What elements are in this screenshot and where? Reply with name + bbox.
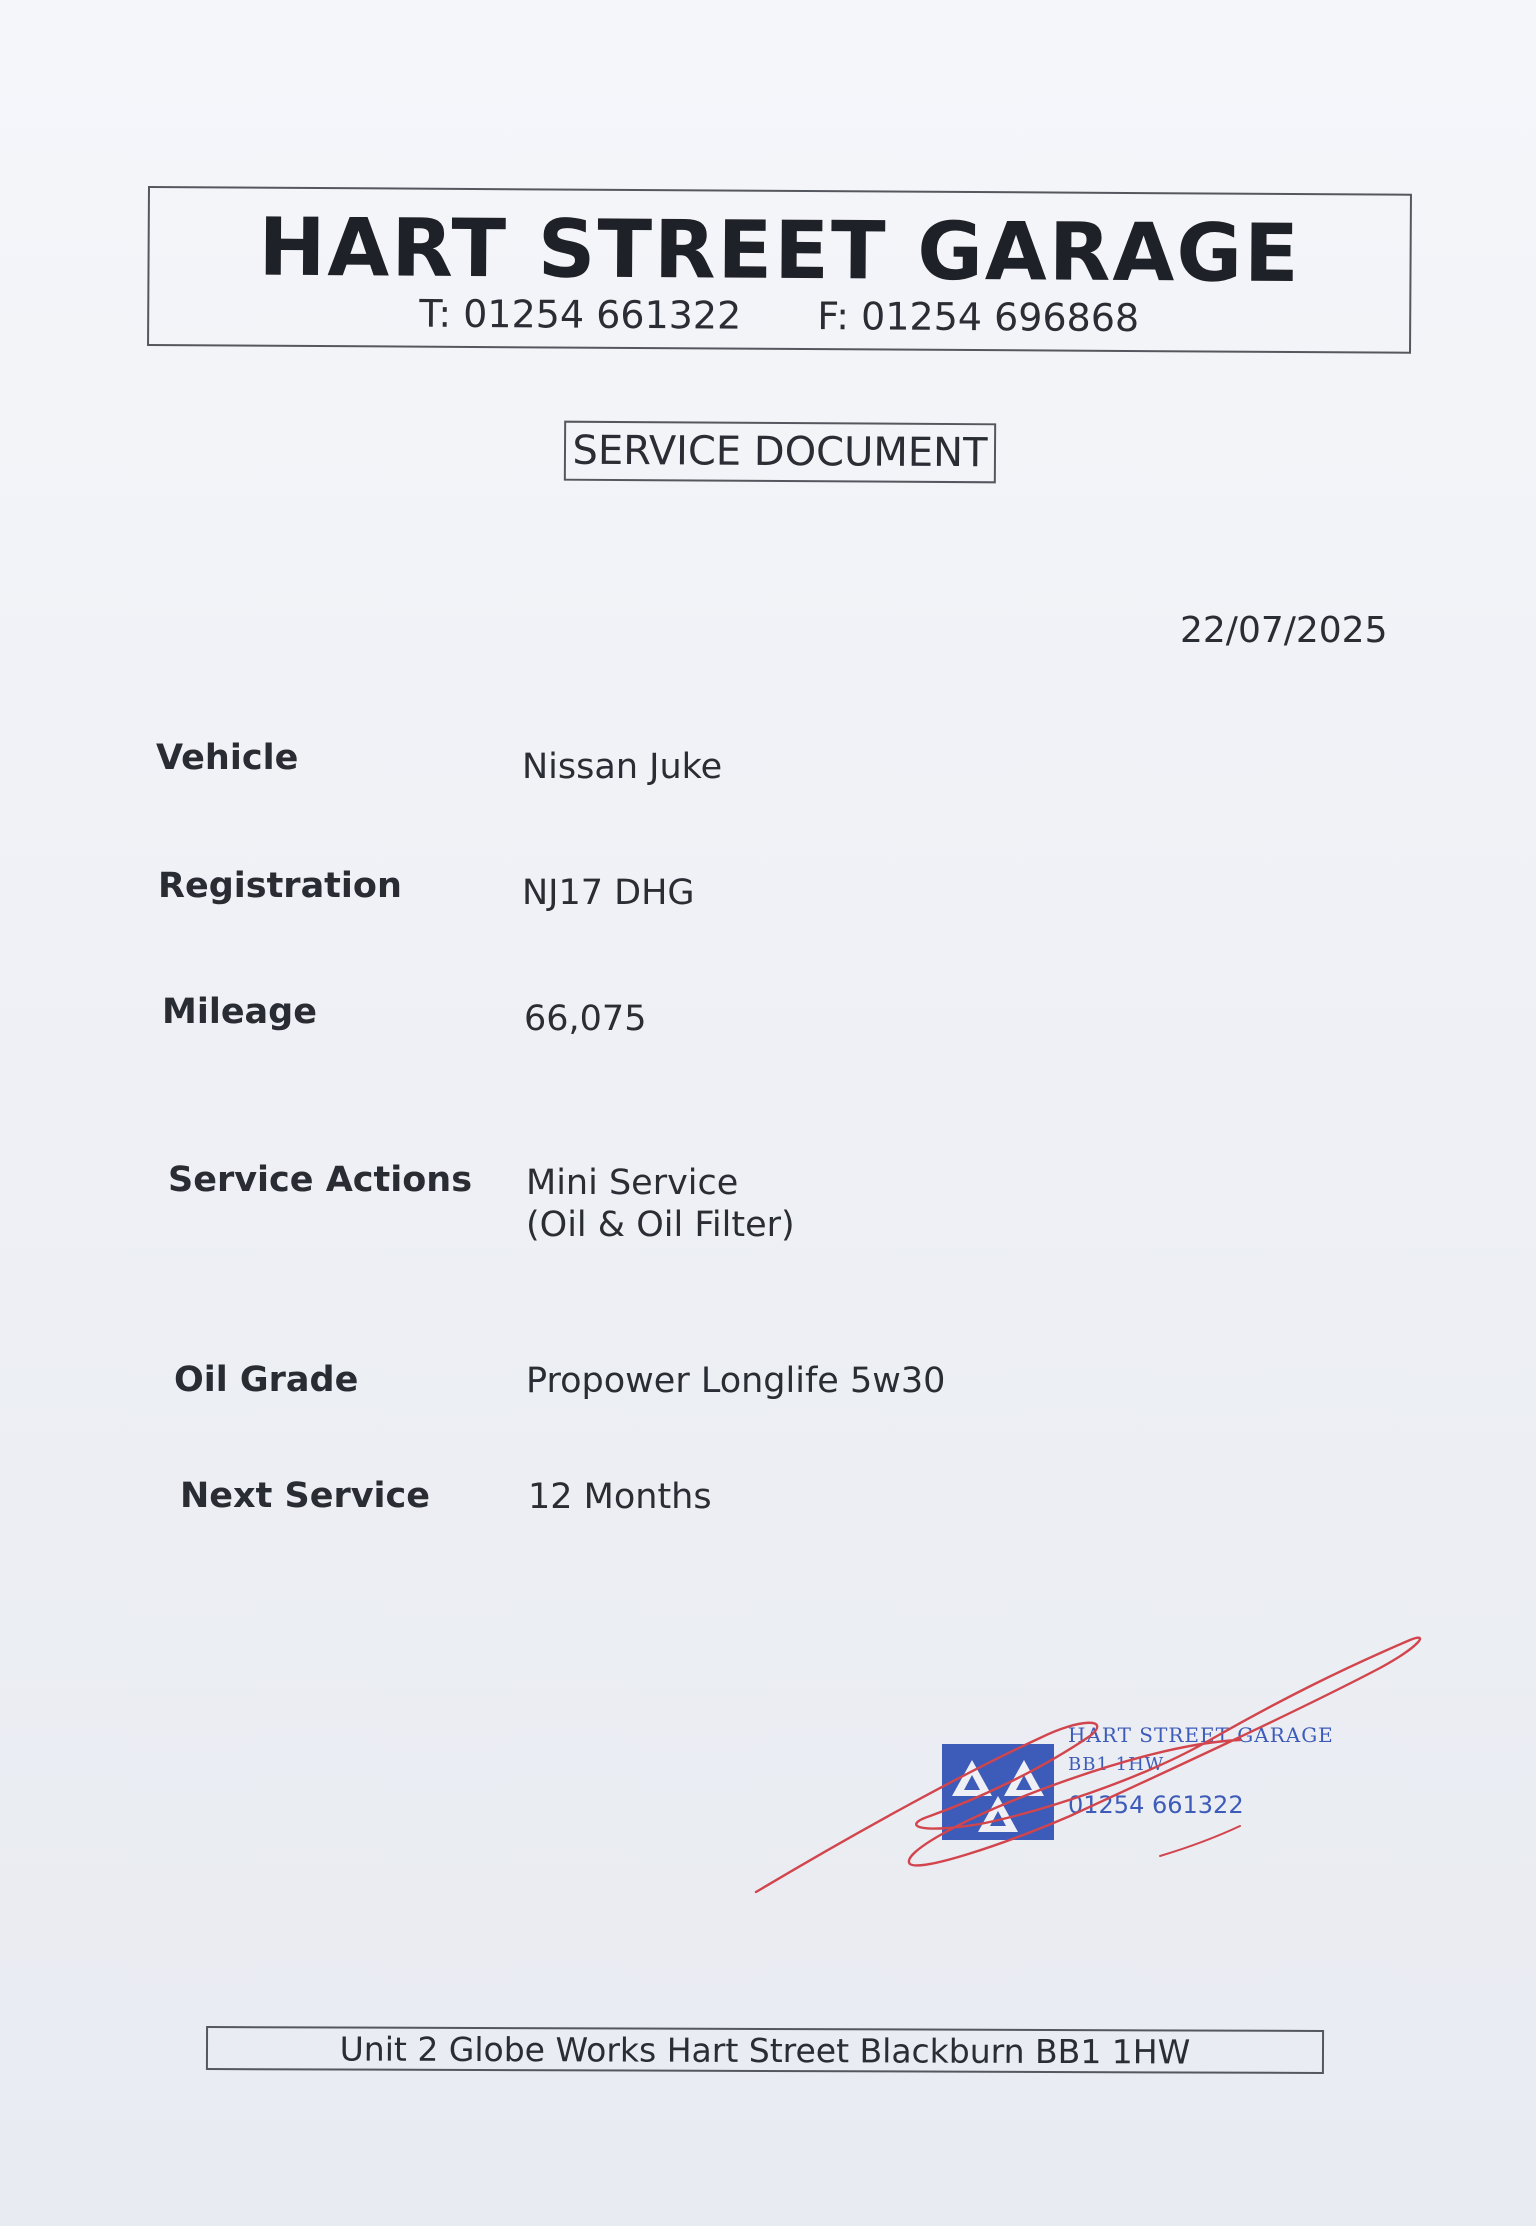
contact-line [149,290,1409,342]
stamp-garage-name: HART STREET GARAGE [1068,1723,1334,1747]
service-actions-line-2: (Oil & Oil Filter) [526,1205,795,1245]
footer-address: Unit 2 Globe Works Hart Street Blackburn BB1 1HW [206,2026,1324,2074]
oil-grade-label: Oil Grade [174,1360,359,1400]
vehicle-label: Vehicle [156,738,299,778]
oil-grade-value: Propower Longlife 5w30 [526,1361,946,1401]
service-actions-line-1: Mini Service [526,1163,739,1203]
service-actions-label: Service Actions [168,1160,473,1200]
fax-number: F: 01254 696868 [817,294,1140,341]
document-date: 22/07/2025 [1180,610,1388,651]
vehicle-value: Nissan Juke [522,747,723,787]
next-service-value: 12 Months [528,1477,712,1517]
document-title: SERVICE DOCUMENT [564,421,996,484]
mileage-label: Mileage [162,992,317,1032]
handwritten-signature [740,1620,1440,1920]
stamp-phone: 01254 661322 [1068,1791,1244,1819]
registration-value: NJ17 DHG [522,873,695,913]
next-service-label: Next Service [180,1476,431,1516]
stamp-postcode: BB1 1HW [1068,1754,1165,1775]
mileage-value: 66,075 [524,999,647,1039]
telephone-number: T: 01254 661322 [419,291,742,338]
garage-header [147,186,1412,354]
garage-name: HART STREET GARAGE [258,200,1302,301]
service-actions-value [526,1162,795,1246]
registration-label: Registration [158,866,402,906]
